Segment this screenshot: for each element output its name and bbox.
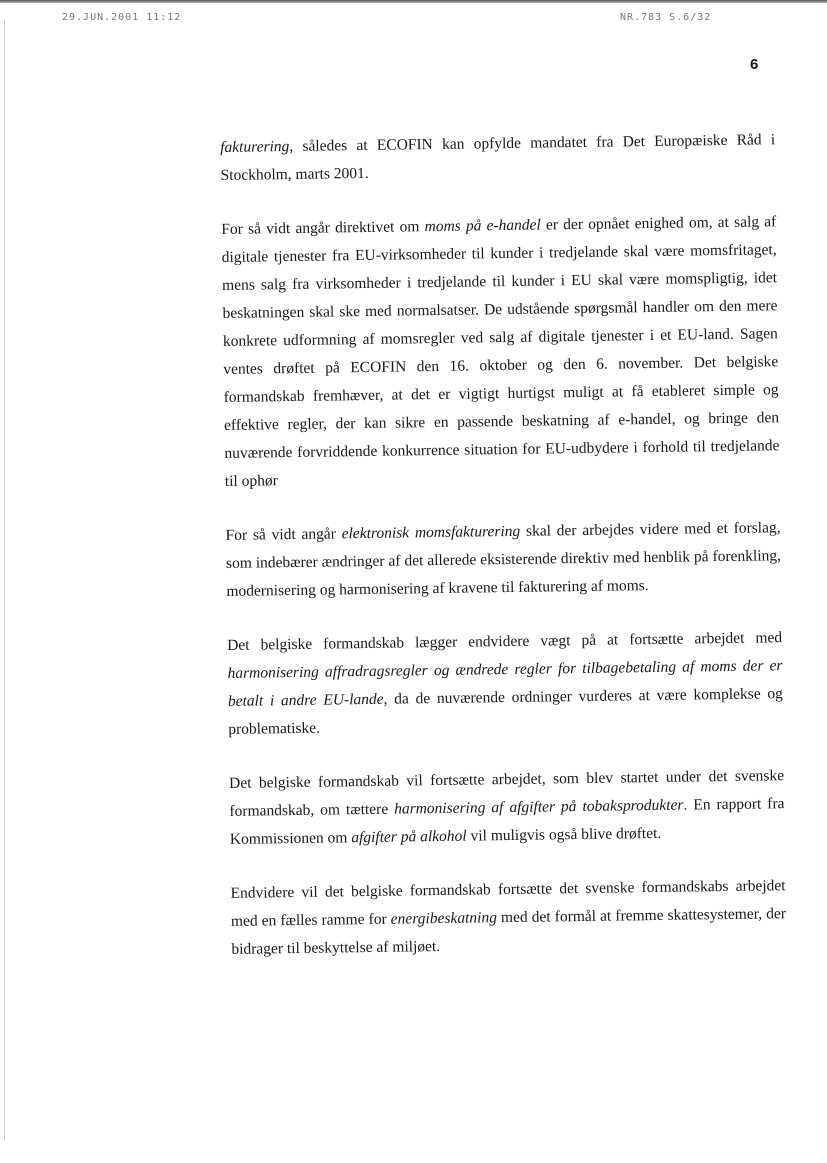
paragraph-segment: skal der arbejdes videre med et forslag, som indebærer ændringer af det allerede eksisterende direktiv med henblik på forenkling, modernisering og harmonisering af kravene til fakturering af moms. (225, 519, 782, 600)
paragraph (227, 624, 784, 744)
paragraph-segment: For så vidt angår (225, 525, 342, 544)
paragraph-segment: For så vidt angår direktivet om (221, 218, 425, 238)
scan-margin-line (4, 20, 5, 1140)
paragraph-segment: , da de nuværende ordninger vurderes at være komplekse og problematiske. (228, 685, 783, 738)
paragraph-segment: vil muligvis også blive drøftet. (466, 824, 662, 845)
page-number: 6 (750, 56, 759, 73)
paragraph-segment: . En rapport fra Kommissionen om (229, 795, 785, 848)
paragraph-italic-segment: fakturering (220, 138, 290, 156)
paragraph (225, 514, 781, 606)
paragraph-segment: med det formål at fremme skattesystemer, der bidrager til beskyttelse af miljøet. (231, 905, 787, 958)
paragraph-segment: er der opnået enighed om, at salg af digitale tjenester fra EU-virksomheder til kunder i tredjelande skal være momsfritaget, mens salg fra virksomheder i tredjelande til kunder i EU skal være momspligtig, idet beskatningen skal ske med normalsatser. De udstående spørgsmål handler om den mere konkrete udformning af momsregler ved salg af digitale tjenester i et EU-land. Sagen ventes drøftet på ECOFIN den 16. oktober og den 6. november. Det belgiske formandskab fremhæver, at det er vigtigt hurtigst muligt at få etableret simple og effektive regler, der kan sikre en passende beskatning af e-handel, og bringe den nuværende forvriddende konkurrence situation for EU-udbydere i forhold til tredjelande til ophør (221, 213, 780, 490)
paragraph-italic-segment: moms på e-handel (424, 216, 541, 236)
fax-date-time: 29.JUN.2001 11:12 (62, 12, 182, 23)
paragraph-italic-segment: afgifter på alkohol (351, 827, 467, 847)
paragraph (220, 126, 776, 190)
paragraph-segment: Det belgiske formandskab vil fortsætte arbejdet, som blev startet under det svenske formandskab, om tættere (228, 767, 785, 820)
paragraph-segment: , således at ECOFIN kan opfylde mandatet fra Det Europæiske Råd i Stockholm, marts 2001. (220, 131, 776, 184)
paragraph-italic-segment: elektronisk momsfakturering (341, 522, 521, 543)
fax-header (0, 6, 827, 26)
paragraph-segment: Det belgiske formandskab lægger endvidere vægt på at fortsætte arbejdet med (227, 629, 783, 654)
paragraph-segment: Endvidere vil det belgiske formandskab fortsætte det svenske formandskabs arbejdet med en fælles ramme for (230, 877, 786, 930)
document-body (220, 126, 787, 990)
paragraph (229, 762, 785, 854)
fax-top-rule (0, 0, 827, 3)
fax-page-info: NR.783 S.6/32 (620, 12, 712, 23)
paragraph-italic-segment: energibeskatning (390, 909, 498, 928)
paragraph-italic-segment: harmonisering af afgifter på tobaksprodukter (394, 796, 684, 818)
paragraph (230, 872, 786, 964)
paragraph (221, 208, 780, 496)
paragraph-italic-segment: harmonisering affradragsregler og ændrede regler for tilbagebetaling af moms der er betalt i andre EU-lande (227, 657, 783, 710)
